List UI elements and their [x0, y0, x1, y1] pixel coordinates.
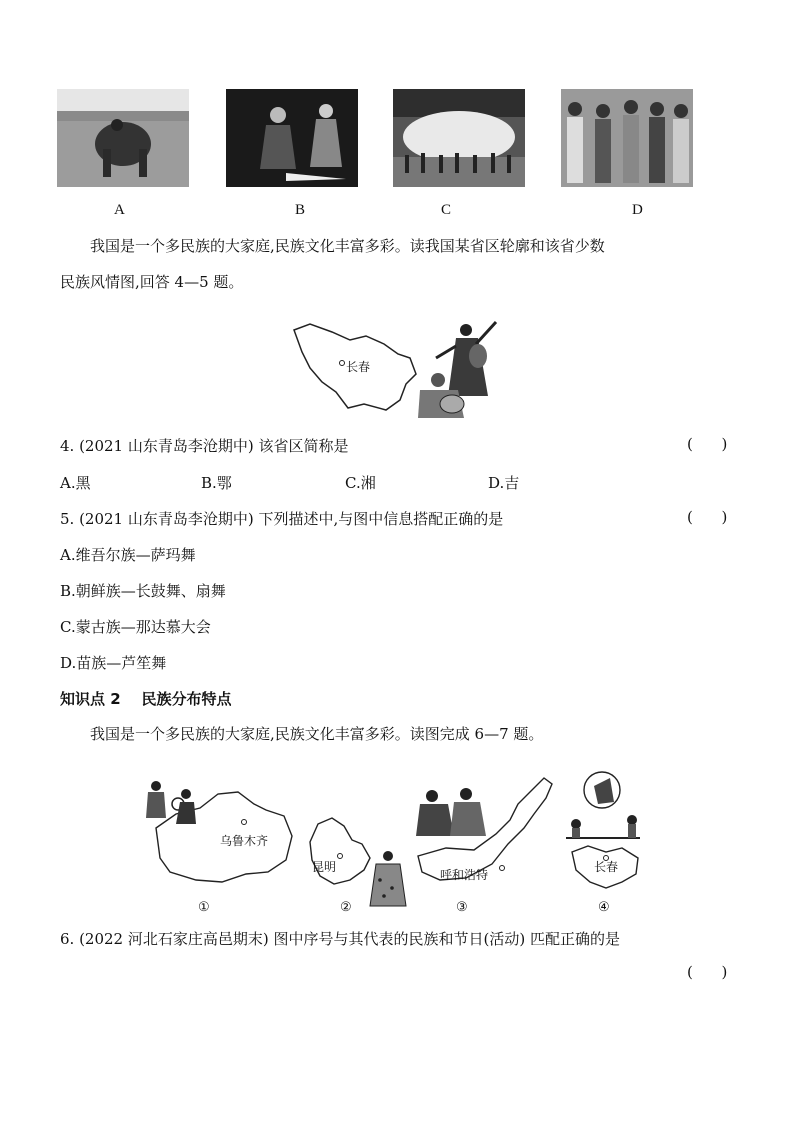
map-3-number: ③ — [456, 900, 468, 915]
four-maps-figure — [136, 764, 656, 918]
intro-paragraph-1: 我国是一个多民族的大家庭,民族文化丰富多彩。读我国某省区轮廓和该省少数 — [90, 237, 605, 255]
map-4-city-label: 长春 — [594, 860, 619, 874]
wrestling-photo — [57, 89, 189, 187]
dancer-2-illustration — [370, 851, 406, 906]
map-2-number: ② — [340, 900, 352, 915]
dance-photo — [226, 89, 358, 187]
question-4-option-a[interactable]: A.黑 — [60, 474, 91, 492]
province-map-figure — [288, 318, 508, 424]
dancer-illustration — [418, 322, 496, 418]
wrestlers-3-illustration — [416, 788, 486, 836]
water-festival-photo — [393, 89, 525, 187]
costume-group-photo — [561, 89, 693, 187]
question-5-option-d[interactable]: D.苗族—芦笙舞 — [60, 654, 167, 672]
swing-4-illustration — [566, 772, 640, 838]
photo-label-a: A — [114, 202, 125, 218]
map1-city-label: 长春 — [346, 360, 371, 374]
photo-label-c: C — [441, 202, 452, 218]
question-4-option-d[interactable]: D.吉 — [488, 474, 520, 492]
question-5-stem: 5. (2021 山东青岛李沧期中) 下列描述中,与图中信息搭配正确的是 — [60, 510, 504, 528]
map-3-city-label: 呼和浩特 — [440, 868, 489, 882]
section-heading: 知识点 2 民族分布特点 — [60, 690, 232, 708]
map-2-city-label: 昆明 — [312, 860, 337, 874]
photo-label-d: D — [632, 202, 643, 218]
question-5-answer-blank[interactable]: ( ) — [687, 508, 728, 526]
question-4-answer-blank[interactable]: ( ) — [687, 435, 728, 453]
question-6-stem: 6. (2022 河北石家庄高邑期末) 图中序号与其代表的民族和节日(活动) 匹配正确的是 — [60, 930, 620, 948]
map-1-number: ① — [198, 900, 210, 915]
map-1-city-label: 乌鲁木齐 — [220, 834, 269, 848]
question-4-option-b[interactable]: B.鄂 — [201, 474, 232, 492]
question-5-option-c[interactable]: C.蒙古族—那达慕大会 — [60, 618, 211, 636]
question-4-stem: 4. (2021 山东青岛李沧期中) 该省区简称是 — [60, 437, 349, 455]
question-5-option-a[interactable]: A.维吾尔族—萨玛舞 — [60, 546, 196, 564]
intro-paragraph-2: 我国是一个多民族的大家庭,民族文化丰富多彩。读图完成 6—7 题。 — [90, 725, 544, 743]
question-6-answer-blank[interactable]: ( ) — [687, 963, 728, 981]
question-5-option-b[interactable]: B.朝鲜族—长鼓舞、扇舞 — [60, 582, 226, 600]
map-4-number: ④ — [598, 900, 610, 915]
photo-label-b: B — [295, 202, 306, 218]
intro-paragraph-1-cont: 民族风情图,回答 4—5 题。 — [60, 273, 244, 291]
question-4-option-c[interactable]: C.湘 — [345, 474, 376, 492]
